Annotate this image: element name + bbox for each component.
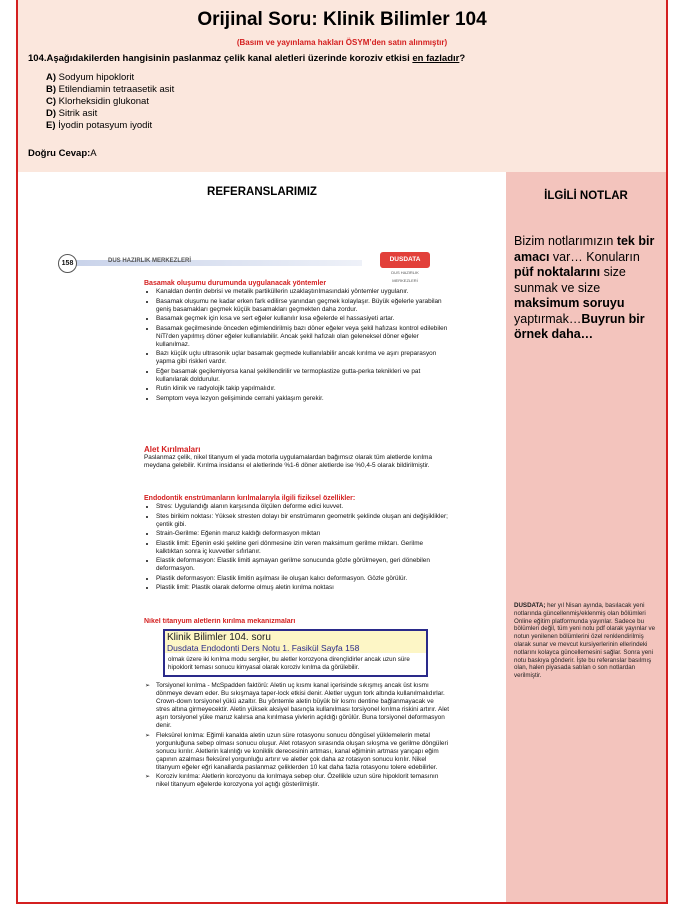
list-item: • Basamak oluşumu ne kadar erken fark edilirse yanından geçmek kolaylaşır. Büyük eğelerle yarabilan geniş basamakları geçmek küçük basamakları geçmekten daha zordur.	[156, 298, 449, 314]
notes-emphasis: tek bir amacı	[514, 234, 655, 264]
option-letter: A)	[46, 72, 57, 83]
section-title: Alet Kırılmaları	[144, 445, 201, 454]
list-item: • Elastik limit: Eğenin eski şekline geri dönmesine izin veren maksimum gerilme miktarı. Gerilme kalktıktan sonra iç kuvvetler sıfırlanır.	[156, 540, 449, 556]
option-letter: D)	[46, 108, 57, 119]
paragraph: Paslanmaz çelik, nikel titanyum el yada motorla uygulamalardan bağımsız olarak tüm aletlerde kırılma meydana gelebilir. Kırılma insidansı el aletlerinde %1-6 döner aletlerde ise %0,4-5 olarak bildirilmiştir.	[144, 454, 433, 469]
bullet-list	[144, 288, 449, 403]
option-text: Sitrik asit	[58, 108, 98, 119]
book-page-header	[58, 252, 453, 283]
callout-label	[165, 631, 426, 653]
page-number: 158	[58, 254, 77, 273]
section-title: Basamak oluşumu durumunda uygulanacak yöntemler	[144, 280, 327, 287]
callout-title: Klinik Bilimler 104. soru	[167, 632, 271, 643]
option-letter: E)	[46, 120, 56, 131]
option-a	[46, 72, 174, 84]
option-b	[46, 84, 174, 96]
logo-subtext: DUS HAZIRLIK MERKEZLERİ	[391, 270, 419, 283]
answer-value: A	[90, 148, 97, 159]
list-item: • Stes birikim noktası: Yüksek stresten dolayı bir enstrümanın geometrik şeklinde oluşan ani değişiklikler; çentik gibi.	[156, 513, 449, 529]
list-item: ➢ Fleksürel kırılma: Eğimli kanalda aletin uzun süre rotasyonu sonucu döngüsel yüklemelerin metal yorgunluğuna sebep olması sonucu oluşur. Alet rotasyon sırasında oluşan sıkışma ve gerilme döngüleri sonucu kırılır. Aletlerin kalınlığı ve koniklik derecesinin artması, kanal eğiminin artması yarıçapı eğim çapının azalması fleksürel yorgunluğu artırır ve aletler çok daha az rotasyon sonucu kırılır. Nikel titanyum eğeler eğri kanallarda paslanmaz çeliklerden 10 kat daha fazla rotasyonu tolere edebilirler.	[156, 732, 449, 772]
list-item: • Plastik deformasyon: Elastik limitin aşılması ile oluşan kalıcı deformasyon. Gözle görülür.	[156, 575, 449, 583]
bullet-list	[144, 503, 449, 592]
references-title: REFERANSLARIMIZ	[207, 186, 317, 198]
list-item: ➢ Koroziv kırılma: Aletlerin korozyonu da kırılmaya sebep olur. Özellikle uzun süre hipoklorit temasının nikel titanyum eğelerde korozyona yol açtığı gösterilmiştir.	[156, 773, 449, 789]
page-frame	[16, 0, 668, 904]
book-page-image	[58, 252, 458, 862]
notes-text: var… Konuların	[549, 249, 640, 264]
list-item: • Basamak geçmek için kısa ve sert eğeler kullanılır kısa eğelerde el hassasiyeti artar.	[156, 315, 449, 323]
notes-emphasis: maksimum soruyu	[514, 296, 625, 310]
header-text: DUS HAZIRLIK MERKEZLERİ	[108, 258, 191, 264]
question-panel	[18, 0, 666, 172]
list-item: • Stres: Uygulandığı alanın karşısında ölçülen deforme edici kuvvet.	[156, 503, 449, 511]
reference-callout	[163, 629, 428, 677]
option-letter: C)	[46, 96, 57, 107]
references-panel	[18, 172, 506, 902]
callout-highlighted-text: olmak üzere iki kırılma modu sergiler, bu aletler korozyona dirençlidirler ancak uzun süre hipoklorit teması sonucu kimyasal olarak koroziv kırılma da görülebilir.	[168, 656, 410, 671]
list-item: • Elastik deformasyon: Elastik limiti aşmayan gerilme sonucunda gözle görülmeyen, geri dönebilen deformasyon.	[156, 557, 449, 573]
section-physical	[144, 495, 449, 594]
option-d	[46, 108, 174, 120]
option-text: Etilendiamin tetraasetik asit	[58, 84, 175, 95]
notes-text: Bizim notlarımızın	[514, 234, 617, 248]
question-prefix: 104.Aşağıdakilerden hangisinin paslanmaz çelik kanal aletleri üzerinde koroziv etkisi	[28, 53, 413, 64]
question-emphasis: en fazladır	[412, 53, 460, 64]
answer-label: Doğru Cevap:	[28, 148, 91, 159]
option-letter: B)	[46, 84, 57, 95]
section-title: Nikel titanyum aletlerin kırılma mekanizmaları	[144, 618, 296, 625]
section-fracture-modes	[144, 682, 449, 791]
section-niti	[144, 618, 449, 628]
dusdata-label: DUSDATA;	[514, 602, 546, 609]
section-fractures	[144, 446, 449, 470]
list-item: • Rutin klinik ve radyolojik takip yapılmalıdır.	[156, 385, 449, 393]
notes-emphasis: Buyrun bir örnek daha…	[514, 311, 645, 341]
page-title: Orijinal Soru: Klinik Bilimler 104	[197, 9, 487, 30]
option-e	[46, 120, 174, 132]
list-item: • Bazı küçük uçlu ultrasonik uçlar basamak geçmede kullanılabilir ancak kırılma ve aşırı preparasyon yapma gibi riskleri vardır.	[156, 350, 449, 366]
list-item: • Plastik limit: Plastik olarak deforme olmuş aletin kırılma noktası	[156, 584, 449, 592]
list-item: • Semptom veya lezyon gelişiminde cerrahi yaklaşım gerekir.	[156, 395, 449, 403]
list-item: • Strain-Gerilme: Eğenin maruz kaldığı deformasyon miktarı	[156, 530, 449, 538]
notes-text: yaptırmak…	[514, 311, 582, 326]
copyright-notice: (Basım ve yayınlama hakları ÖSYM’den satın alınmıştır)	[236, 38, 448, 47]
dusdata-info	[514, 602, 660, 680]
answer-options	[46, 72, 174, 132]
question-suffix: ?	[459, 53, 466, 64]
option-text: Sodyum hipoklorit	[58, 72, 135, 83]
list-item: • Basamak geçilmesinde önceden eğimlendirilmiş bazı döner eğeler veya şekil hafızası kontrol edilebilen NiTi'den yapılmış döner eğeler kullanılabilir. Ancak şekil hafızalı olan geleneksel döner eğeler kullanılmaz.	[156, 325, 449, 349]
section-steps	[144, 280, 449, 404]
section-title: Endodontik enstrümanların kırılmalarıyla ilgili fiziksel özellikler:	[144, 495, 356, 502]
list-item: • Eğer basamak geçilemiyorsa kanal şekillendirilir ve termoplastize gutta-perka teknikleri ve pat kullanılarak doldurulur.	[156, 368, 449, 384]
correct-answer	[28, 148, 97, 159]
notes-text: size sunmak ve size	[514, 265, 626, 295]
option-c	[46, 96, 174, 108]
callout-source: Dusdata Endodonti Ders Notu 1. Fasikül Sayfa 158	[167, 643, 360, 653]
list-item: • Kanaldan dentin debrisi ve metalik partiküllerin uzaklaştırılmasındaki yöntemler uygulanır.	[156, 288, 449, 296]
notes-panel	[506, 172, 666, 902]
notes-emphasis: püf noktalarını	[514, 265, 601, 279]
list-item: ➢ Torsiyonel kırılma - McSpadden faktörü: Aletin uç kısmı kanal içerisinde sıkışmış ancak üst kısmı dönmeye devam eder. Bu sıkışmaya taper-lock etkisi denir. Aletler uygun tork altında kullanılmalıdırlar. Crown-down torsiyonel yükü azaltır. Bu yöntemle aletin büyük bir kısmı dentine bağlanmayacak ve stres altına girmeyecektir. Aletin yüksek aksiyel basınçla kullanılması torsiyonel kırılma riskini artırır. Alet aşırı torsiyonel yüke maruz kalırsa ana kırılmasa yivlerin açıldığı görülür. Buna torsiyonel deformasyon denir.	[156, 682, 449, 730]
option-text: Klorheksidin glukonat	[58, 96, 149, 107]
dusdata-text: her yıl Nisan ayında, basılacak yeni notlarında güncellenmiş/eklenmiş olan bölümleri Online eğitim platformunda yayınlar. Sadece bu bölümleri değil, tüm yeni notu pdf olarak yayınlar ve notun yenilenen bölümlerini özel renklendirilmiş olarak sunar ve mevcut kursiyerlerinin ellerindeki notlarını kolayca güncellemesini sağlar. Sonra yeni notu baskıya gönderir. İşte bu referanslar basılmış olan, halen piyasada satılan o son notlardan verilmiştir.	[514, 602, 656, 680]
arrow-list	[144, 682, 449, 789]
notes-title: İLGİLİ NOTLAR	[544, 190, 628, 202]
option-text: İyodin potasyum iyodit	[58, 120, 153, 131]
question-text	[28, 53, 465, 64]
dusdata-logo: DUSDATA	[380, 252, 430, 268]
notes-body	[514, 234, 662, 343]
